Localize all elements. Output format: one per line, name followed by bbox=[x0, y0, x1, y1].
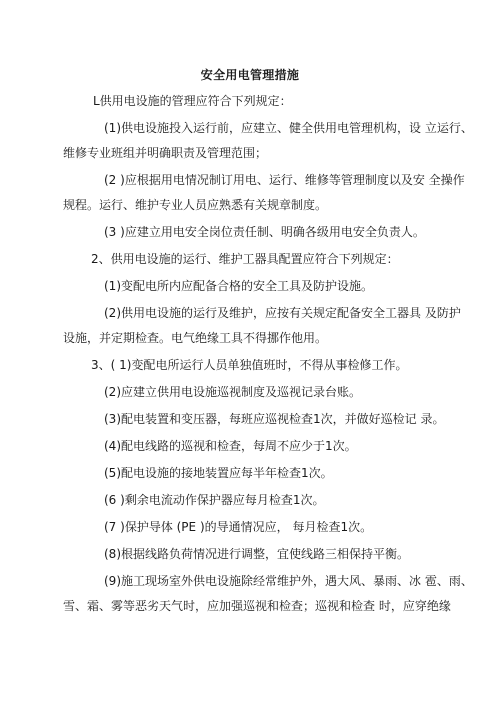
paragraph-line: (6 )剩余电流动作保护器应每月检查1次。 bbox=[104, 493, 325, 507]
paragraph-line: 维修专业班组并明确职责及管理范围； bbox=[63, 146, 268, 160]
paragraph-line: 设施，并定期检查。电气绝缘工具不得挪作他用。 bbox=[63, 331, 328, 345]
paragraph-line: 3、( 1)变配电所运行人员单独值班时，不得从事检修工作。 bbox=[91, 358, 408, 372]
paragraph-line: (1)变配电所内应配备合格的安全工具及防护设施。 bbox=[104, 279, 373, 293]
paragraph-line: (2)供用电设施的运行及维护，应按有关规定配备安全工器具 及防护 bbox=[104, 306, 461, 320]
paragraph-line: 2、供用电设施的运行、维护工器具配置应符合下列规定： bbox=[91, 252, 399, 266]
paragraph-line: (2)应建立供用电设施巡视制度及巡视记录台账。 bbox=[104, 385, 361, 399]
paragraph-line: (2 )应根据用电情况制订用电、运行、维修等管理制度以及安 全操作 bbox=[104, 173, 465, 187]
paragraph-line: (9)施工现场室外供电设施除经常维护外，遇大风、暴雨、冰 雹、雨、 bbox=[104, 574, 473, 588]
paragraph-line: (5)配电设施的接地装置应每半年检查1次。 bbox=[104, 466, 333, 480]
paragraph-line: 规程。运行、维护专业人员应熟悉有关规章制度。 bbox=[63, 198, 328, 212]
paragraph-line: (8)根据线路负荷情况进行调整，宜使线路三相保持平衡。 bbox=[104, 547, 410, 561]
paragraph-line: (3)配电装置和变压器，每班应巡视检查1次，并做好巡检记 录。 bbox=[104, 412, 445, 426]
paragraph-line: (7 )保护导体 (PE )的导通情况应， 每月检查1次。 bbox=[104, 520, 373, 534]
paragraph-line: (4)配电线路的巡视和检查，每周不应少于1次。 bbox=[104, 439, 357, 453]
paragraph-line: (1)供电设施投入运行前，应建立、健全供用电管理机构，设 立运行、 bbox=[104, 121, 473, 135]
paragraph-line: 雪、霜、雾等恶劣天气时，应加强巡视和检查；巡视和检查 时，应穿绝缘 bbox=[63, 599, 451, 613]
paragraph-line: L供用电设施的管理应符合下列规定： bbox=[93, 94, 292, 108]
document-title: 安全用电管理措施 bbox=[200, 68, 300, 82]
paragraph-line: (3 )应建立用电安全岗位责任制、明确各级用电安全负责人。 bbox=[104, 225, 425, 239]
